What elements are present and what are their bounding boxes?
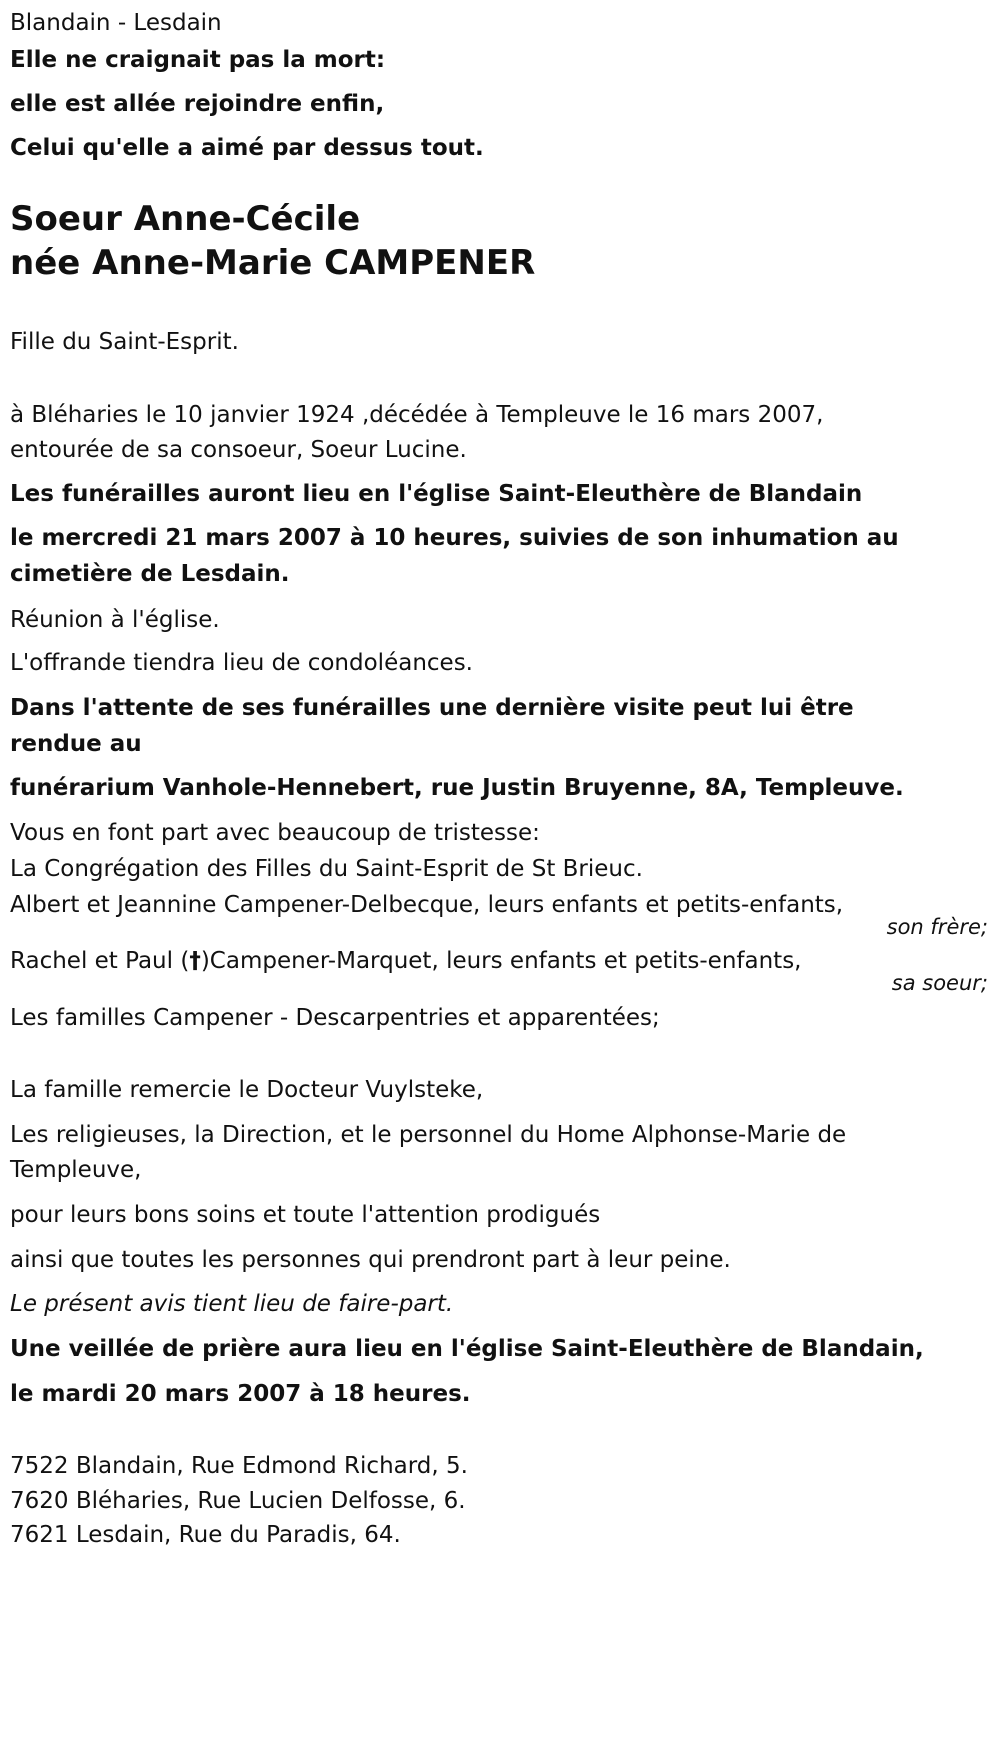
meeting-text: Réunion à l'église. [10, 607, 220, 633]
vigil-line-2: le mardi 20 mars 2007 à 18 heures. [10, 1381, 471, 1407]
verse-line-1: Elle ne craignait pas la mort: [10, 47, 386, 73]
life-line-1: à Bléharies le 10 janvier 1924 ,décédée à Templeuve le 16 mars 2007, [10, 402, 824, 428]
congregation-text: Fille du Saint-Esprit. [10, 329, 239, 355]
cross-icon: † [189, 948, 201, 974]
vigil-line-1: Une veillée de prière aura lieu en l'église Saint-Eleuthère de Blandain, [10, 1336, 924, 1362]
thanks-line-1: La famille remercie le Docteur Vuylsteke, [10, 1077, 484, 1103]
address-line: 7620 Bléharies, Rue Lucien Delfosse, 6. [10, 1488, 466, 1514]
thanks-line-3: Templeuve, [10, 1157, 142, 1183]
family-intro: Vous en font part avec beaucoup de tristesse: [10, 820, 540, 846]
brother-relation: son frère; [886, 915, 988, 939]
visit-line-1: Dans l'attente de ses funérailles une dernière visite peut lui être [10, 695, 854, 721]
verse-line-2: elle est allée rejoindre enfin, [10, 91, 385, 117]
visit-line-2: rendue au [10, 731, 142, 757]
deceased-birth-name: née Anne-Marie CAMPENER [10, 243, 536, 283]
address-line: 7522 Blandain, Rue Edmond Richard, 5. [10, 1453, 468, 1479]
notice-text: Le présent avis tient lieu de faire-part. [10, 1291, 454, 1317]
sister-family: )Campener-Marquet, leurs enfants et petits-enfants, [200, 948, 802, 974]
offering-text: L'offrande tiendra lieu de condoléances. [10, 650, 473, 676]
sister-names: Rachel et Paul ( [10, 948, 190, 974]
family-others: Les familles Campener - Descarpentries et apparentées; [10, 1005, 660, 1031]
life-line-2: entourée de sa consoeur, Soeur Lucine. [10, 437, 467, 463]
family-sister [10, 944, 802, 978]
sister-relation: sa soeur; [891, 971, 988, 995]
thanks-line-4: pour leurs bons soins et toute l'attention prodigués [10, 1202, 601, 1228]
family-brother: Albert et Jeannine Campener-Delbecque, leurs enfants et petits-enfants, [10, 892, 844, 918]
verse-line-3: Celui qu'elle a aimé par dessus tout. [10, 135, 484, 161]
funeral-line-3: cimetière de Lesdain. [10, 561, 290, 587]
address-line: 7621 Lesdain, Rue du Paradis, 64. [10, 1522, 401, 1548]
deceased-religious-name: Soeur Anne-Cécile [10, 199, 361, 239]
family-congregation: La Congrégation des Filles du Saint-Esprit de St Brieuc. [10, 856, 643, 882]
thanks-line-5: ainsi que toutes les personnes qui prendront part à leur peine. [10, 1247, 731, 1273]
thanks-line-2: Les religieuses, la Direction, et le personnel du Home Alphonse-Marie de [10, 1122, 847, 1148]
funeral-line-1: Les funérailles auront lieu en l'église Saint-Eleuthère de Blandain [10, 481, 863, 507]
location-header: Blandain - Lesdain [10, 10, 222, 36]
funeral-line-2: le mercredi 21 mars 2007 à 10 heures, suivies de son inhumation au [10, 525, 899, 551]
visit-line-3: funérarium Vanhole-Hennebert, rue Justin Bruyenne, 8A, Templeuve. [10, 775, 904, 801]
